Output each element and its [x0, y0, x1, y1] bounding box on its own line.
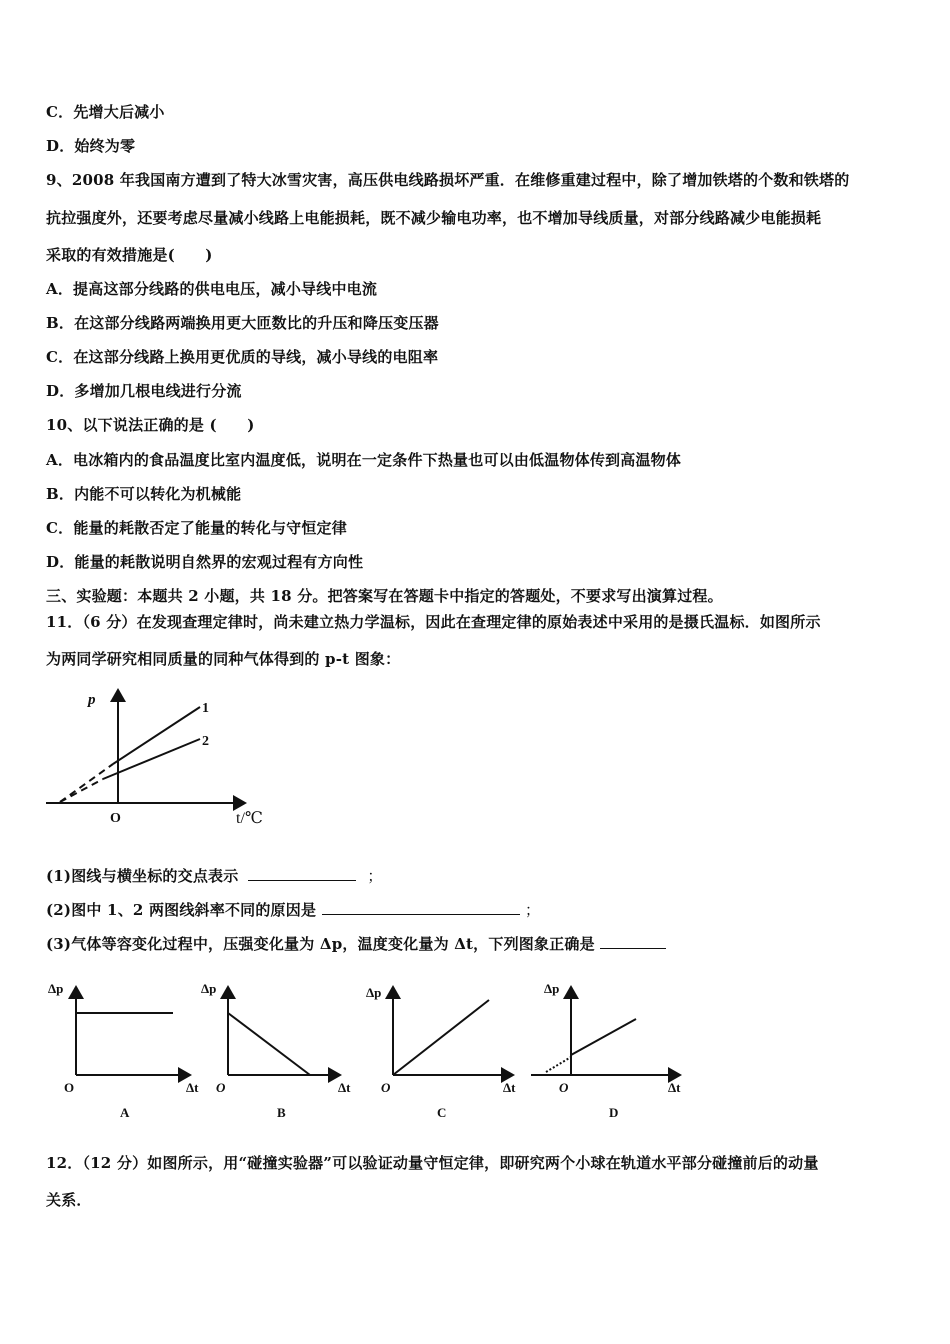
svg-text:C: C [437, 1105, 447, 1120]
q10-stem: 10、以下说法正确的是 ( ) [46, 416, 255, 434]
q9-option-a: A．提高这部分线路的供电电压，减小导线中电流 [46, 280, 378, 298]
graph-b [201, 981, 351, 1120]
q8-option-d: D．始终为零 [46, 137, 136, 155]
pt-line-1 [113, 707, 200, 764]
graph-b-line [228, 1013, 310, 1075]
svg-text:O: O [64, 1080, 75, 1095]
q9-option-c: C．在这部分线路上换用更优质的导线，减小导线的电阻率 [46, 348, 439, 366]
svg-text:D: D [609, 1105, 619, 1120]
q10-option-d: D．能量的耗散说明自然界的宏观过程有方向性 [46, 553, 364, 571]
svg-text:Δp: Δp [366, 985, 382, 1000]
q12-stem-line2: 关系． [46, 1191, 92, 1209]
pt-line2-label: 2 [202, 734, 209, 749]
svg-text:Δp: Δp [201, 981, 217, 996]
answer-blank-3[interactable] [600, 934, 666, 949]
svg-text:O: O [559, 1080, 569, 1095]
answer-blank-2[interactable] [322, 900, 520, 915]
svg-text:Δt: Δt [338, 1080, 351, 1095]
q9-stem-line3: 采取的有效措施是( ) [46, 246, 213, 264]
q9-option-d: D．多增加几根电线进行分流 [46, 382, 242, 400]
q10-option-b: B．内能不可以转化为机械能 [46, 485, 242, 503]
q12-stem-line1: 12．（12 分）如图所示，用“碰撞实验器”可以验证动量守恒定律，即研究两个小球在轨道水平部分碰撞前后的动量 [46, 1154, 819, 1172]
q10-option-a: A．电冰箱内的食品温度比室内温度低，说明在一定条件下热量也可以由低温物体传到高温物体 [46, 451, 682, 469]
svg-text:Δp: Δp [48, 981, 64, 996]
svg-text:A: A [120, 1105, 130, 1120]
choice-graphs [40, 975, 700, 1125]
answer-blank-1[interactable] [248, 866, 356, 881]
q9-stem-line1: 9、2008 年我国南方遭到了特大冰雪灾害，高压供电线路损坏严重．在维修重建过程中，除了增加铁塔的个数和铁塔的 [46, 171, 850, 189]
graph-c [366, 985, 516, 1120]
graph-d-line [571, 1019, 636, 1055]
q11-sub3: (3)气体等容变化过程中，压强变化量为 Δp，温度变化量为 Δt，下列图象正确是 [46, 934, 666, 954]
q9-stem-line2: 抗拉强度外，还要考虑尽量减小线路上电能损耗，既不减少输电功率，也不增加导线质量，对部分线路减少电能损耗 [46, 209, 822, 227]
q8-option-c: C．先增大后减小 [46, 103, 165, 121]
section3-heading: 三、实验题：本题共 2 小题，共 18 分。把答案写在答题卡中指定的答题处，不要求写出演算过程。 [46, 587, 723, 605]
pt-line1-label: 1 [202, 701, 209, 716]
q11-sub2: (2)图中 1、2 两图线斜率不同的原因是 ； [46, 901, 541, 919]
graph-a [48, 981, 199, 1120]
graph-d [531, 981, 681, 1120]
q9-option-b: B．在这部分线路两端换用更大匝数比的升压和降压变压器 [46, 314, 439, 332]
pt-line-2-extension [60, 779, 103, 802]
svg-text:Δt: Δt [668, 1080, 681, 1095]
svg-text:O: O [216, 1080, 226, 1095]
q10-option-c: C．能量的耗散否定了能量的转化与守恒定律 [46, 519, 347, 537]
pt-graph [40, 680, 280, 830]
svg-text:Δt: Δt [503, 1080, 516, 1095]
q11-sub1: (1)图线与横坐标的交点表示 ； [46, 867, 383, 885]
svg-text:Δp: Δp [544, 981, 560, 996]
svg-text:B: B [277, 1105, 286, 1120]
svg-text:O: O [381, 1080, 391, 1095]
graph-d-extension [546, 1057, 571, 1072]
q11-stem-line2: 为两同学研究相同质量的同种气体得到的 p-t 图象： [46, 650, 401, 668]
pt-origin-label: O [110, 811, 121, 826]
q11-stem-line1: 11．（6 分）在发现查理定律时，尚未建立热力学温标，因此在查理定律的原始表述中采用的是摄氏温标．如图所示 [46, 613, 821, 631]
graph-c-line [393, 1000, 489, 1075]
pt-y-label: p [88, 692, 96, 708]
pt-x-label: t/℃ [236, 810, 263, 827]
svg-text:Δt: Δt [186, 1080, 199, 1095]
pt-line-1-extension [60, 764, 113, 802]
